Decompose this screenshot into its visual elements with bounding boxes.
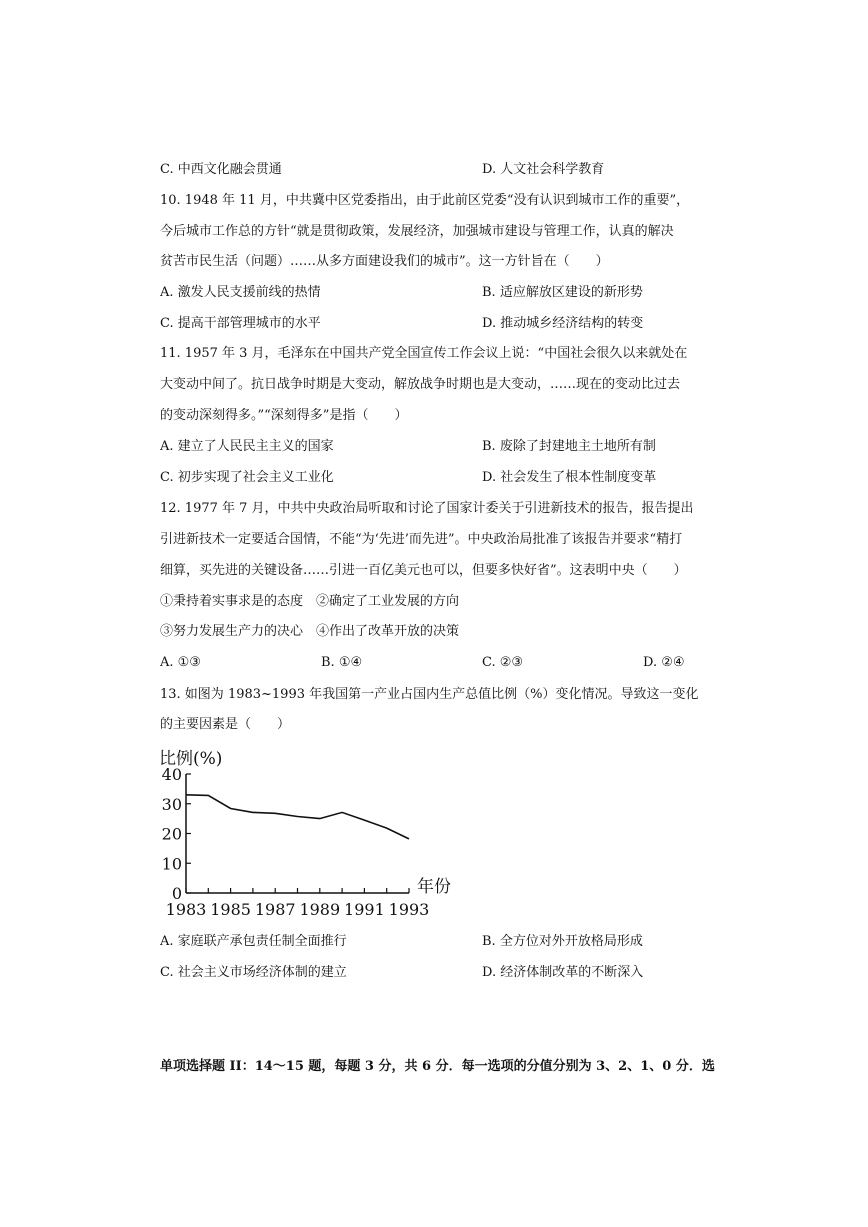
q11-stem-line-3: 的变动深刻得多。”“深刻得多”是指（ ） xyxy=(160,408,408,423)
q11-option-b: B. 废除了封建地主土地所有制 xyxy=(482,439,656,454)
q13-stem-line-1: 13. 如图为 1983~1993 年我国第一产业占国内生产总值比例（%）变化情况。导致这一变化 xyxy=(160,687,699,702)
q13-option-b: B. 全方位对外开放格局形成 xyxy=(482,934,643,949)
q12-option-c: C. ②③ xyxy=(482,655,524,670)
series-line xyxy=(186,795,409,839)
x-tick-label: 1985 xyxy=(210,900,251,919)
q10-stem-line-2: 今后城市工作总的方针“就是贯彻政策，发展经济，加强城市建设与管理工作，认真的解决 xyxy=(160,224,674,239)
x-tick-label: 1989 xyxy=(299,900,341,919)
q10-option-d: D. 推动城乡经济结构的转变 xyxy=(482,316,644,331)
q10-stem-line-1: 10. 1948 年 11 月，中共冀中区党委指出，由于此前区党委“没有认识到城市工作的重要”， xyxy=(160,193,690,208)
x-tick-label: 1987 xyxy=(254,900,296,919)
q10-option-c: C. 提高干部管理城市的水平 xyxy=(160,316,321,331)
q9-option-d: D. 人文社会科学教育 xyxy=(482,162,605,177)
x-tick-label: 1991 xyxy=(344,900,385,919)
y-tick-label: 0 xyxy=(171,884,182,903)
y-tick-label: 40 xyxy=(161,765,182,784)
q9-option-c: C. 中西文化融会贯通 xyxy=(160,162,282,177)
q13-option-a: A. 家庭联产承包责任制全面推行 xyxy=(160,934,347,949)
q12-stem-line-2: 引进新技术一定要适合国情，不能“为‘先进’而先进”。中央政治局批准了该报告并要求“精打 xyxy=(160,532,683,547)
q12-stem-line-1: 12. 1977 年 7 月，中共中央政治局听取和讨论了国家计委关于引进新技术的报告，报告提出 xyxy=(160,501,694,516)
q12-option-d: D. ②④ xyxy=(643,655,685,670)
section-header: 单项选择题 II：14～15 题，每题 3 分，共 6 分．每一选项的分值分别为 3、2、1、0 分．选 xyxy=(160,1059,715,1074)
y-tick-label: 30 xyxy=(161,794,182,814)
q12-option-a: A. ①③ xyxy=(160,655,201,670)
q11-stem-line-2: 大变动中间了。抗日战争时期是大变动，解放战争时期也是大变动，……现在的变动比过去 xyxy=(160,377,681,392)
q13-option-c: C. 社会主义市场经济体制的建立 xyxy=(160,965,347,980)
y-tick-label: 20 xyxy=(161,824,182,844)
q10-option-b: B. 适应解放区建设的新形势 xyxy=(482,285,643,300)
q11-stem-line-1: 11. 1957 年 3 月，毛泽东在中国共产党全国宣传工作会议上说：“中国社会很久以来就处在 xyxy=(160,346,688,361)
y-axis-label: 比例(%) xyxy=(159,749,223,769)
q13-option-d: D. 经济体制改革的不断深入 xyxy=(482,965,644,980)
q12-items-line-1: ①秉持着实事求是的态度 ②确定了工业发展的方向 xyxy=(160,594,460,609)
q12-option-b: B. ①④ xyxy=(321,655,363,670)
x-axis-label: 年份 xyxy=(417,877,451,897)
q13-stem-line-2: 的主要因素是（ ） xyxy=(160,717,291,732)
q11-option-c: C. 初步实现了社会主义工业化 xyxy=(160,470,334,485)
q12-stem-line-3: 细算，买先进的关键设备……引进一百亿美元也可以，但要多快好省”。这表明中央（ ） xyxy=(160,563,687,578)
x-tick-label: 1993 xyxy=(388,900,430,919)
y-tick-label: 10 xyxy=(161,854,182,874)
x-tick-label: 1983 xyxy=(165,900,207,919)
q12-items-line-2: ③努力发展生产力的决心 ④作出了改革开放的决策 xyxy=(160,624,460,639)
q10-stem-line-3: 贫苦市民生活（问题）……从多方面建设我们的城市”。这一方针旨在（ ） xyxy=(160,254,609,269)
primary-industry-share-chart xyxy=(156,742,451,920)
q11-option-a: A. 建立了人民民主主义的国家 xyxy=(160,439,334,454)
q10-option-a: A. 激发人民支援前线的热情 xyxy=(160,285,321,300)
q11-option-d: D. 社会发生了根本性制度变革 xyxy=(482,470,657,485)
